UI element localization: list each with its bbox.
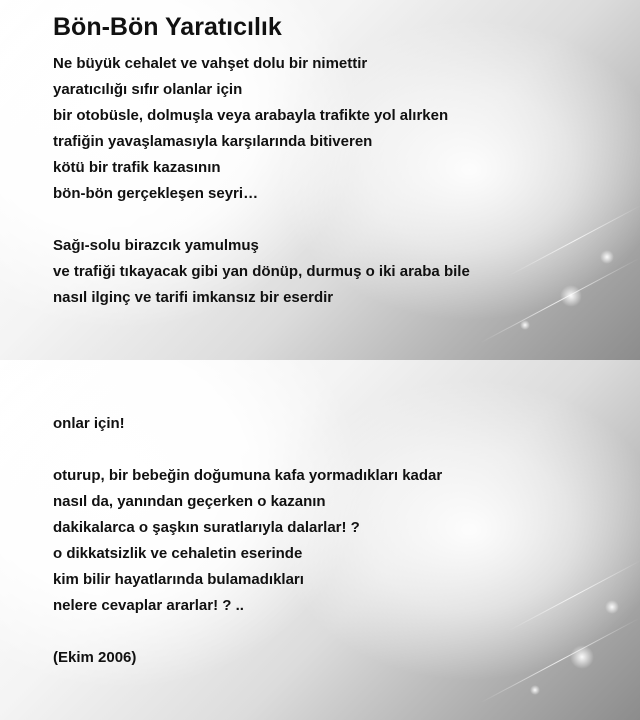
stanza-break: [53, 437, 442, 463]
poem-line: ve trafiği tıkayacak gibi yan dönüp, durmuş o iki araba bile: [53, 263, 470, 280]
poem-line: onlar için!: [53, 415, 125, 432]
poem-line: dakikalarca o şaşkın suratlarıyla dalarlar! ?: [53, 519, 360, 536]
poem-date: (Ekim 2006): [53, 649, 137, 666]
poem-line: Ne büyük cehalet ve vahşet dolu bir nimettir: [53, 55, 368, 72]
poem-line: nelere cevaplar ararlar! ? ..: [53, 597, 244, 614]
sparkle-decoration: [560, 285, 582, 307]
light-streak-decoration: [480, 618, 639, 703]
sparkle-decoration: [530, 685, 540, 695]
poem-line: bir otobüsle, dolmuşla veya arabayla trafikte yol alırken: [53, 107, 449, 124]
poem-line: Sağı-solu birazcık yamulmuş: [53, 237, 259, 254]
poem-line: bön-bön gerçekleşen seyri…: [53, 185, 259, 202]
poem-line: o dikkatsizlik ve cehaletin eserinde: [53, 545, 303, 562]
stanza-break: [53, 207, 470, 233]
sparkle-decoration: [605, 600, 619, 614]
poem-card-bottom: [0, 360, 640, 720]
poem-line: nasıl ilginç ve tarifi imkansız bir eserdir: [53, 289, 334, 306]
poem-line: oturup, bir bebeğin doğumuna kafa yormadıkları kadar: [53, 467, 443, 484]
stanza-break: [53, 619, 442, 645]
poem-part-1: [53, 51, 470, 311]
poem-part-2: [53, 411, 442, 671]
poem-line: yaratıcılığı sıfır olanlar için: [53, 81, 243, 98]
poem-line: kötü bir trafik kazasının: [53, 159, 221, 176]
light-streak-decoration: [509, 560, 640, 631]
light-streak-decoration: [509, 205, 640, 276]
poem-title: Bön-Bön Yaratıcılık: [53, 13, 282, 41]
poem-line: trafiğin yavaşlamasıyla karşılarında bitiveren: [53, 133, 373, 150]
light-streak-decoration: [480, 258, 639, 343]
sparkle-decoration: [600, 250, 614, 264]
poem-line: nasıl da, yanından geçerken o kazanın: [53, 493, 326, 510]
poem-line: kim bilir hayatlarında bulamadıkları: [53, 571, 304, 588]
